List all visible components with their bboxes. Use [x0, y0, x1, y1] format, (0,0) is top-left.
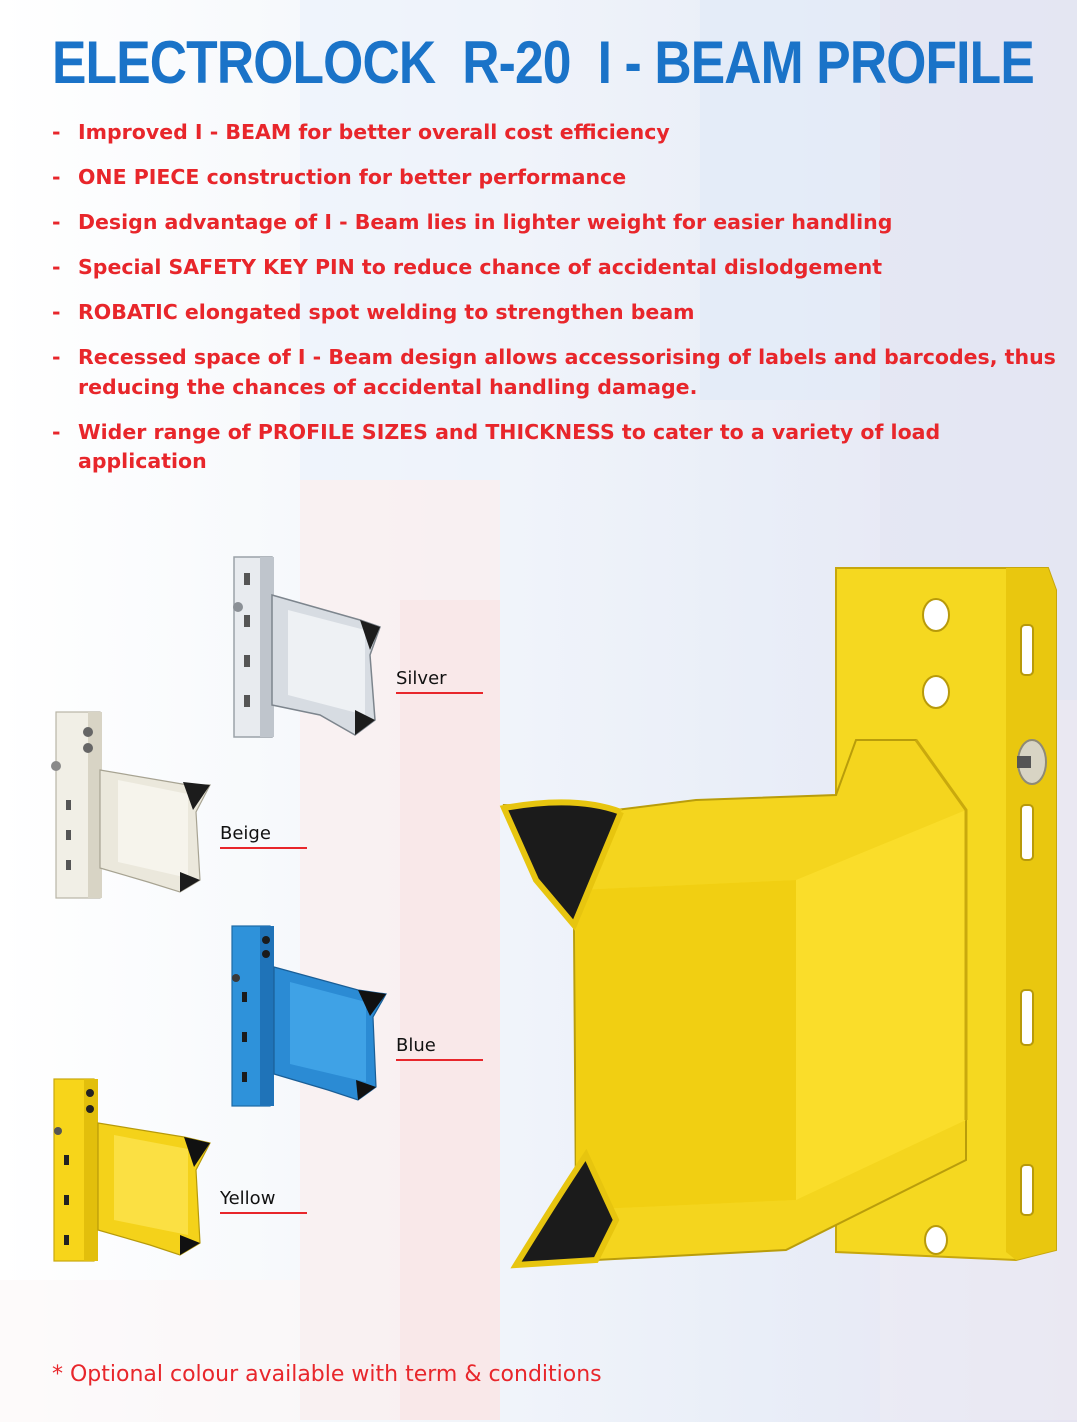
swatch-underline	[220, 847, 307, 849]
page-title: ELECTROLOCK R-20 I - BEAM PROFILE	[52, 29, 1034, 96]
swatch-label-blue: Blue	[396, 1035, 436, 1056]
feature-text: Recessed space of I - Beam design allows accessorising of labels and barcodes, thus reducing the chances of accidental handling damage.	[78, 345, 1056, 399]
blue-beam-image	[228, 922, 390, 1112]
beige-beam-image	[48, 710, 218, 900]
bullet-dash: -	[52, 210, 61, 234]
bullet-dash: -	[52, 120, 61, 144]
feature-item	[52, 118, 1067, 148]
bullet-dash: -	[52, 345, 61, 369]
feature-text: Design advantage of I - Beam lies in lighter weight for easier handling	[78, 210, 893, 234]
swatch-underline	[396, 1059, 483, 1061]
bullet-dash: -	[52, 165, 61, 189]
feature-text: Wider range of PROFILE SIZES and THICKNESS to cater to a variety of load application	[78, 419, 941, 473]
feature-item	[52, 253, 1067, 283]
swatch-label-beige: Beige	[220, 823, 271, 844]
footnote: * Optional colour available with term & conditions	[52, 1362, 602, 1387]
feature-text: ROBATIC elongated spot welding to strengthen beam	[78, 300, 695, 324]
silver-beam-image	[230, 555, 390, 745]
feature-item	[52, 208, 1067, 238]
swatch-underline	[396, 692, 483, 694]
feature-item	[52, 163, 1067, 193]
feature-item	[52, 418, 1067, 477]
bullet-dash: -	[52, 419, 61, 444]
swatch-label-yellow: Yellow	[220, 1188, 276, 1209]
swatch-underline	[220, 1212, 307, 1214]
feature-text: Special SAFETY KEY PIN to reduce chance of accidental dislodgement	[78, 255, 882, 279]
feature-text: Improved I - BEAM for better overall cost efficiency	[78, 120, 670, 144]
yellow-beam-image	[50, 1075, 216, 1265]
swatch-label-silver: Silver	[396, 668, 447, 689]
main-yellow-beam-image	[496, 560, 1066, 1300]
feature-text: ONE PIECE construction for better performance	[78, 165, 627, 189]
feature-list	[52, 118, 1067, 492]
bullet-dash: -	[52, 255, 61, 279]
bullet-dash: -	[52, 300, 61, 324]
feature-item	[52, 298, 1067, 328]
feature-item	[52, 343, 1067, 402]
